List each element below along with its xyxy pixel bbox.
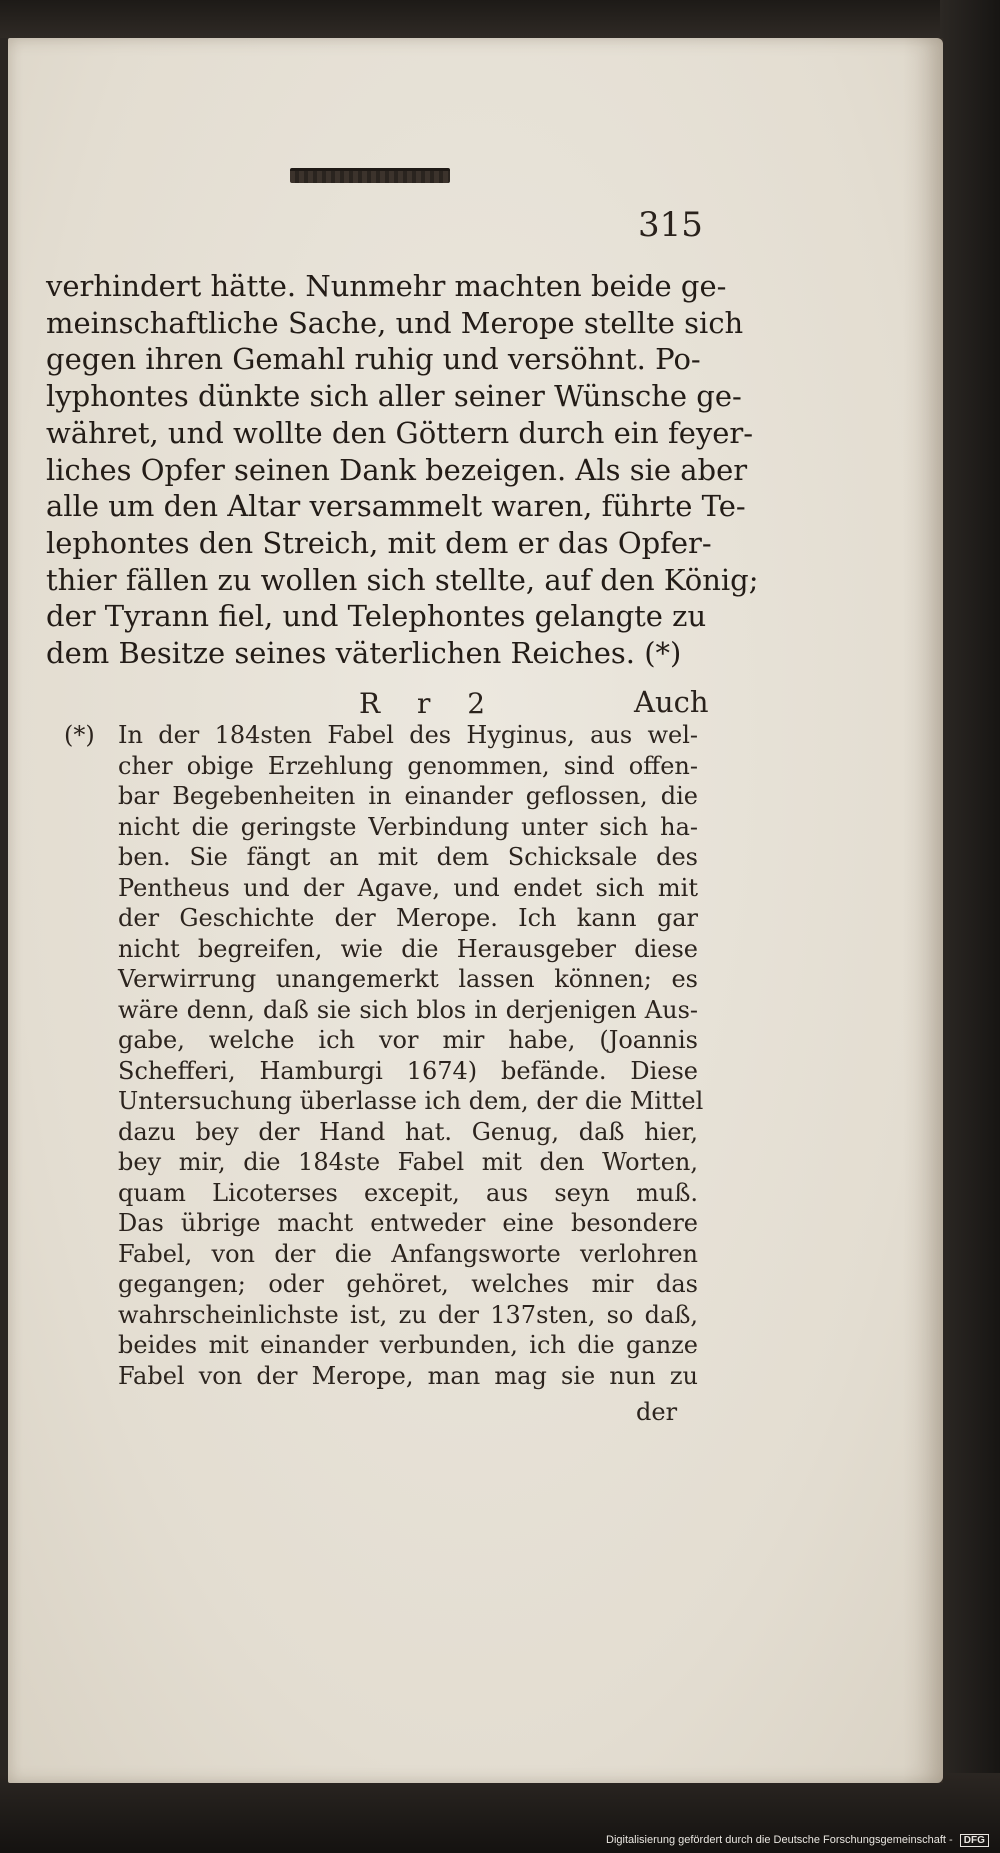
page-number: 315 bbox=[638, 205, 703, 245]
footnote-line: cher obige Erzehlung genommen, sind offen- bbox=[118, 751, 698, 780]
text-line: gegen ihren Gemahl ruhig und versöhnt. Po- bbox=[46, 342, 701, 377]
text-line: lephontes den Streich, mit dem er das Opfer- bbox=[46, 525, 712, 560]
scan-border-top bbox=[0, 0, 1000, 38]
footnote-line: Schefferi, Hamburgi 1674) befände. Diese bbox=[118, 1056, 698, 1085]
footnote-line: In der 184sten Fabel des Hyginus, aus wel- bbox=[118, 721, 698, 749]
footnote-line: Pentheus und der Agave, und endet sich mit bbox=[118, 873, 698, 902]
footnote-line: ben. Sie fängt an mit dem Schicksale des bbox=[118, 843, 698, 871]
footnote-marker: (*) bbox=[64, 721, 95, 749]
footnote-line: bey mir, die 184ste Fabel mit den Worten, bbox=[118, 1148, 698, 1176]
digitization-credit bbox=[606, 1834, 989, 1847]
scan-border-right bbox=[940, 0, 1000, 1853]
catchword-main: Auch bbox=[634, 685, 709, 719]
catchword-footnote: der bbox=[636, 1398, 678, 1426]
footnote-line: der Geschichte der Merope. Ich kann gar bbox=[118, 904, 698, 932]
credit-text: Digitalisierung gefördert durch die Deutsche Forschungsgemeinschaft - bbox=[606, 1834, 953, 1846]
footnote-line: wäre denn, daß sie sich blos in derjenigen Aus- bbox=[118, 995, 698, 1024]
header-ornament-rule bbox=[290, 168, 450, 183]
text-line: liches Opfer seinen Dank bezeigen. Als sie aber bbox=[46, 452, 748, 487]
footnote-line: dazu bey der Hand hat. Genug, daß hier, bbox=[118, 1117, 698, 1146]
footnote-line: Verwirrung unangemerkt lassen können; es bbox=[118, 965, 698, 993]
footnote-line: Das übrige macht entweder eine besondere bbox=[118, 1209, 698, 1237]
signature-mark: R r 2 bbox=[359, 687, 500, 720]
main-text-block bbox=[46, 268, 759, 672]
footnote-line: bar Begebenheiten in einander geflossen, die bbox=[118, 782, 698, 810]
text-line: der Tyrann fiel, und Telephontes gelangte zu bbox=[46, 599, 707, 634]
text-line: meinschaftliche Sache, und Merope stellte sich bbox=[46, 305, 744, 340]
text-line: dem Besitze seines väterlichen Reiches. (*) bbox=[46, 636, 682, 671]
footnote-line: Untersuchung überlasse ich dem, der die Mittel bbox=[118, 1087, 704, 1115]
text-line: alle um den Altar versammelt waren, führte Te- bbox=[46, 489, 746, 524]
footnote-line: gabe, welche ich vor mir habe, (Joannis bbox=[118, 1026, 698, 1054]
footnote-line: beides mit einander verbunden, ich die ganze bbox=[118, 1331, 698, 1359]
footnote-line: wahrscheinlichste ist, zu der 137sten, so daß, bbox=[118, 1300, 698, 1329]
footnote-line: nicht die geringste Verbindung unter sich ha- bbox=[118, 812, 698, 841]
text-line: thier fällen zu wollen sich stellte, auf den König; bbox=[46, 562, 759, 597]
text-line: verhindert hätte. Nunmehr machten beide ge- bbox=[46, 269, 727, 303]
page-fold-shadow bbox=[903, 38, 943, 1783]
footnote-line: gegangen; oder gehöret, welches mir das bbox=[118, 1270, 698, 1298]
footnote-line: Fabel von der Merope, man mag sie nun zu bbox=[118, 1361, 698, 1390]
footnote-line: Fabel, von der die Anfangsworte verlohren bbox=[118, 1239, 698, 1268]
dfg-logo-icon: DFG bbox=[960, 1834, 989, 1847]
text-line: währet, und wollte den Göttern durch ein feyer- bbox=[46, 415, 754, 450]
footnote-line: quam Licoterses excepit, aus seyn muß. bbox=[118, 1178, 698, 1207]
footnote-body bbox=[118, 720, 704, 1391]
footnote-line: nicht begreifen, wie die Herausgeber diese bbox=[118, 934, 698, 963]
text-line: lyphontes dünkte sich aller seiner Wünsche ge- bbox=[46, 379, 742, 414]
